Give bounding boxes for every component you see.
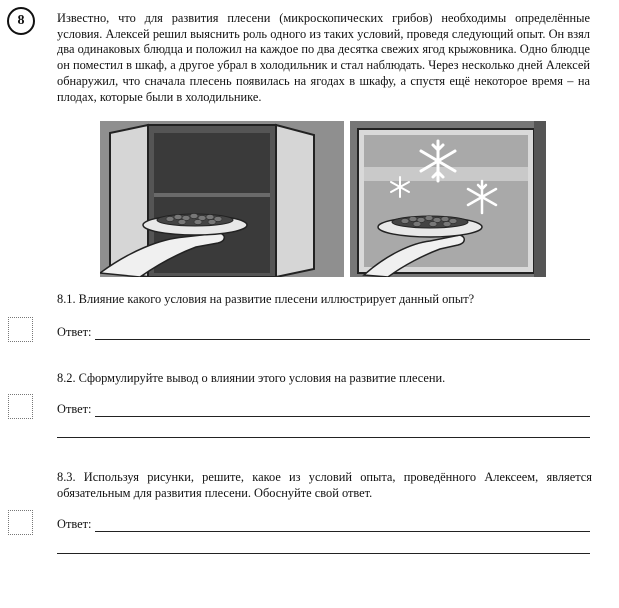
question-intro-text: Известно, что для развития плесени (микроскопических грибов) необходимы определённые условия. Алексей решил выяснить роль одного из таких условий, проведя следующий опыт. Он взял два одинаковых блюдца и положил на каждое по два десятка свежих ягод крыжовника. Одно блюдце он поместил в шкаф, а другое убрал в холодильник и стал наблюдать. Через несколько дней Алексей обнаружил, что сначала плесень появилась на ягодах в шкафу, а спустя ещё некоторое время – на плодах, которые были в холодильнике. bbox=[57, 11, 590, 104]
subquestion-8-1: 8.1. Влияние какого условия на развитие плесени иллюстрирует данный опыт? bbox=[57, 292, 475, 306]
experiment-illustration bbox=[100, 121, 546, 277]
answer-line-8-1[interactable] bbox=[95, 339, 590, 340]
cabinet-illustration bbox=[100, 121, 344, 277]
answer-line-8-2a[interactable] bbox=[95, 416, 590, 417]
answer-line-8-3b[interactable] bbox=[57, 553, 590, 554]
subquestion-8-3: 8.3. Используя рисунки, решите, какое из условий опыта, проведённого Алексеем, является обязательным для развития плесени. Обоснуйте свой ответ. bbox=[57, 470, 592, 500]
answer-line-8-3a[interactable] bbox=[95, 531, 590, 532]
question-number-badge bbox=[7, 7, 35, 35]
answer-label-8-3: Ответ: bbox=[57, 517, 92, 531]
refrigerator-illustration bbox=[350, 121, 546, 277]
subquestion-8-2: 8.2. Сформулируйте вывод о влиянии этого условия на развитие плесени. bbox=[57, 371, 446, 385]
answer-label-8-1: Ответ: bbox=[57, 325, 92, 339]
score-box-8-3[interactable] bbox=[8, 510, 33, 535]
answer-line-8-2b[interactable] bbox=[57, 437, 590, 438]
score-box-8-2[interactable] bbox=[8, 394, 33, 419]
answer-label-8-2: Ответ: bbox=[57, 402, 92, 416]
question-number: 8 bbox=[17, 13, 25, 28]
score-box-8-1[interactable] bbox=[8, 317, 33, 342]
